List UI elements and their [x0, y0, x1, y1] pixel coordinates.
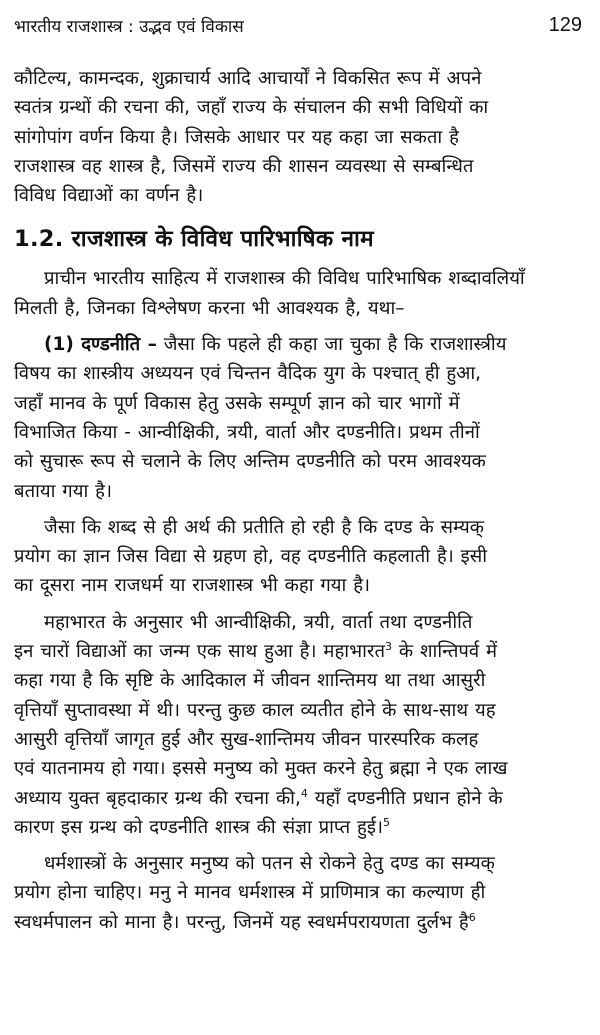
- text-line: जैसा कि शब्द से ही अर्थ की प्रतीति हो रही है कि दण्ड के सम्यक्: [44, 516, 484, 538]
- text-line: स्वतंत्र ग्रन्थों की रचना की, जहाँ राज्य के संचालन की सभी विधियों का: [14, 97, 489, 119]
- text-fragment: कारण इस ग्रन्थ को दण्डनीति शास्त्र की संज्ञा प्राप्त हुई।: [14, 816, 383, 838]
- page-number: 129: [548, 13, 582, 36]
- text-line: आसुरी वृत्तियाँ जागृत हुई और सुख-शान्तिमय जीवन पारस्परिक कलह: [14, 728, 479, 750]
- paragraph-dharmashastra: [14, 849, 592, 937]
- paragraph-dandaniti: [14, 330, 592, 506]
- section-heading: [14, 224, 592, 254]
- text-line: को सुचारू रूप से चलाने के लिए अन्तिम दण्डनीति को परम आवश्यक: [14, 451, 486, 473]
- text-line: राजशास्त्र वह शास्त्र है, जिसमें राज्य की शासन व्यवस्था से सम्बन्धित: [14, 155, 474, 177]
- footnote-marker: 4: [300, 786, 308, 800]
- paragraph-meaning: [14, 513, 592, 601]
- text-fragment: जैसा कि पहले ही कहा जा चुका है कि राजशास्त्रीय: [156, 334, 507, 356]
- term-dandaniti: (1) दण्डनीति –: [44, 334, 157, 356]
- running-title: भारतीय राजशास्त्र : उद्भव एवं विकास: [14, 16, 244, 37]
- paragraph-intro: [14, 264, 592, 323]
- section-number: 1.2.: [14, 226, 64, 253]
- text-line: प्रयोग होना चाहिए। मनु ने मानव धर्मशास्त्र में प्राणिमात्र का कल्याण ही: [14, 882, 486, 904]
- text-fragment: अध्याय युक्त बृहदाकार ग्रन्थ की रचना की,: [14, 787, 301, 809]
- text-line: प्राचीन भारतीय साहित्य में राजशास्त्र की विविध पारिभाषिक शब्दावलियाँ: [44, 268, 525, 290]
- text-line: एवं यातनामय हो गया। इससे मनुष्य को मुक्त करने हेतु ब्रह्मा ने एक लाख: [14, 758, 508, 780]
- text-line: विषय का शास्त्रीय अध्ययन एवं चिन्तन वैदिक युग के पश्चात् ही हुआ,: [14, 363, 482, 385]
- footnote-marker: 3: [385, 639, 392, 653]
- text-line: सांगोपांग वर्णन किया है। जिसके आधार पर यह कहा जा सकता है: [14, 126, 459, 148]
- text-line: [14, 908, 592, 937]
- page-body: [14, 64, 592, 937]
- text-fragment: के शान्तिपर्व में: [392, 641, 498, 663]
- text-line: वृत्तियाँ सुप्तावस्था में थी। परन्तु कुछ काल व्यतीत होने के साथ-साथ यह: [14, 699, 496, 721]
- footnote-marker: 5: [382, 815, 390, 829]
- text-line: जहाँ मानव के पूर्ण विकास हेतु उसके सम्पूर्ण ज्ञान को चार भागों में: [14, 392, 460, 414]
- text-line: [14, 330, 592, 359]
- text-line: प्रयोग का ज्ञान जिस विद्या से ग्रहण हो, वह दण्डनीति कहलाती है। इसी: [14, 546, 488, 568]
- text-line: [14, 637, 592, 666]
- text-line: का दूसरा नाम राजधर्म या राजशास्त्र भी कहा गया है।: [14, 575, 371, 597]
- paragraph-mahabharata: [14, 608, 592, 842]
- text-line: कौटिल्य, कामन्दक, शुक्राचार्य आदि आचार्यों ने विकसित रूप में अपने: [14, 68, 482, 89]
- text-line: विविध विद्याओं का वर्णन है।: [14, 185, 204, 207]
- text-fragment: यहाँ दण्डनीति प्रधान होने के: [307, 787, 503, 809]
- text-line: [14, 813, 592, 842]
- text-line: धर्मशास्त्रों के अनुसार मनुष्य को पतन से रोकने हेतु दण्ड का सम्यक्: [44, 853, 495, 875]
- section-title: राजशास्त्र के विविध पारिभाषिक नाम: [71, 226, 374, 253]
- running-header: [14, 8, 582, 42]
- text-line: विभाजित किया - आन्वीक्षिकी, त्रयी, वार्ता और दण्डनीति। प्रथम तीनों: [14, 421, 480, 443]
- text-line: मिलती है, जिनका विश्लेषण करना भी आवश्यक है, यथा–: [14, 297, 405, 319]
- text-fragment: स्वधर्मपालन को माना है। परन्तु, जिनमें यह स्वधर्मपरायणता दुर्लभ है: [14, 911, 469, 933]
- text-line: [14, 784, 592, 813]
- footnote-marker: 6: [468, 910, 476, 924]
- text-line: कहा गया है कि सृष्टि के आदिकाल में जीवन शान्तिमय था तथा आसुरी: [14, 670, 486, 692]
- text-line: महाभारत के अनुसार भी आन्वीक्षिकी, त्रयी, वार्ता तथा दण्डनीति: [44, 611, 473, 633]
- text-line: बताया गया है।: [14, 480, 112, 502]
- paragraph-continuation: [14, 64, 592, 210]
- text-fragment: इन चारों विद्याओं का जन्म एक साथ हुआ है। महाभारत: [14, 641, 385, 663]
